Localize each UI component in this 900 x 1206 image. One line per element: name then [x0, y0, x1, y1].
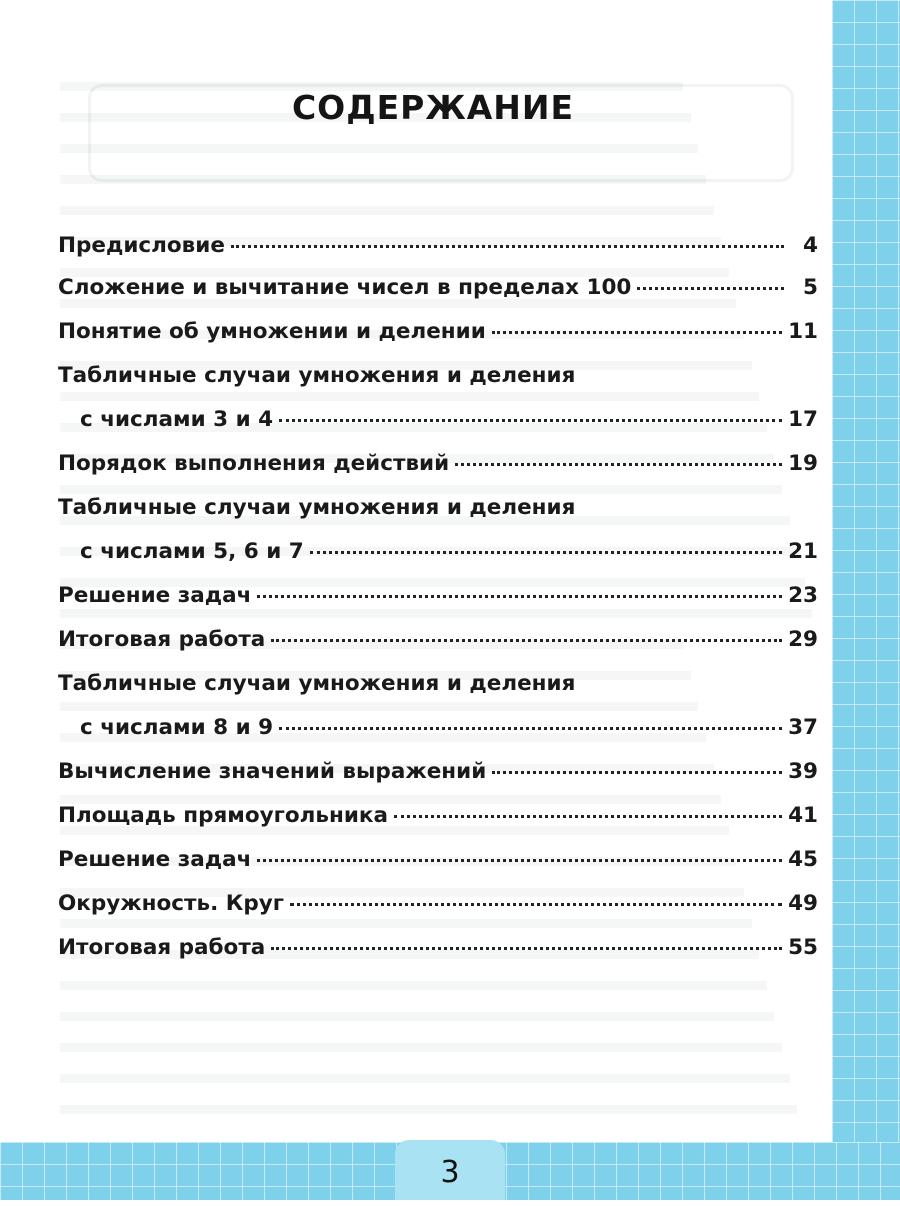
dot-leader — [637, 287, 784, 290]
toc-entry — [58, 354, 818, 442]
toc-entry-page: 49 — [788, 891, 818, 916]
toc-entry-title: Порядок выполнения действий — [58, 451, 450, 476]
toc-entry-page: 5 — [803, 275, 818, 300]
toc-entry-title: Решение задач — [58, 847, 252, 872]
page-title: СОДЕРЖАНИЕ — [291, 88, 575, 127]
toc-entry-line — [58, 226, 818, 266]
bleed-through-line — [60, 184, 714, 215]
dot-leader — [257, 859, 782, 862]
bleed-through-line — [60, 1083, 797, 1114]
toc-entry-page: 39 — [788, 759, 818, 784]
toc-entry-page: 55 — [788, 935, 818, 960]
toc-entry-title: Понятие об умножении и делении — [58, 319, 486, 344]
dot-leader — [290, 903, 782, 906]
toc-entry-title: Табличные случаи умножения и деления — [58, 495, 576, 520]
toc-entry-title: Сложение и вычитание чисел в пределах 100 — [58, 275, 632, 300]
toc-entry-subtitle: с числами 5, 6 и 7 — [80, 539, 304, 564]
toc-entry-subtitle: с числами 3 и 4 — [80, 407, 274, 432]
toc-entry — [58, 882, 818, 926]
dot-leader — [231, 245, 784, 248]
dot-leader — [271, 947, 782, 950]
toc-entry-title: Площадь прямоугольника — [58, 803, 389, 828]
toc-entry-title: Решение задач — [58, 583, 252, 608]
bleed-through-line — [60, 1021, 782, 1052]
toc-entry-subline — [58, 706, 818, 750]
dot-leader — [257, 595, 782, 598]
page-number: 3 — [440, 1155, 460, 1190]
toc-entry-page: 17 — [788, 407, 818, 432]
toc-entry — [58, 442, 818, 486]
toc-entry-line — [58, 574, 818, 618]
grid-frame-right — [832, 0, 900, 1200]
dot-leader — [271, 639, 782, 642]
toc-entry-line — [58, 310, 818, 354]
toc-entry-line — [58, 354, 818, 398]
toc-entry-page: 29 — [788, 627, 818, 652]
toc-entry — [58, 486, 818, 574]
toc-entry-page: 21 — [788, 539, 818, 564]
bleed-through-line — [60, 990, 774, 1021]
toc-entry-subtitle: с числами 8 и 9 — [80, 715, 274, 740]
toc-entry-title: Табличные случаи умножения и деления — [58, 671, 576, 696]
toc-entry — [58, 662, 818, 750]
toc-entry-title: Итоговая работа — [58, 935, 266, 960]
toc-entry-subline — [58, 398, 818, 442]
toc-entry-line — [58, 794, 818, 838]
toc-entry-line — [58, 926, 818, 970]
toc-entry-line — [58, 442, 818, 486]
toc-entry-page: 19 — [788, 451, 818, 476]
dot-leader — [492, 331, 782, 334]
toc-entry-line — [58, 838, 818, 882]
toc-entry-line — [58, 662, 818, 706]
page-number-tab — [395, 1140, 505, 1200]
dot-leader — [279, 727, 782, 730]
toc-entry — [58, 310, 818, 354]
toc-entry-line — [58, 618, 818, 662]
toc-entry-page: 45 — [788, 847, 818, 872]
toc-entry-title: Итоговая работа — [58, 627, 266, 652]
toc-entry — [58, 226, 818, 266]
dot-leader — [394, 815, 782, 818]
toc-entry-line — [58, 266, 818, 310]
dot-leader — [310, 551, 782, 554]
toc-entry — [58, 838, 818, 882]
toc-entry — [58, 794, 818, 838]
toc-entry-page: 41 — [788, 803, 818, 828]
toc-entry — [58, 266, 818, 310]
toc-entry — [58, 750, 818, 794]
toc-entry-page: 11 — [788, 319, 818, 344]
toc-entry — [58, 926, 818, 970]
toc-entry-title: Окружность. Круг — [58, 891, 284, 916]
table-of-contents — [58, 226, 818, 970]
toc-entry-title: Табличные случаи умножения и деления — [58, 363, 576, 388]
dot-leader — [492, 771, 782, 774]
toc-entry — [58, 574, 818, 618]
toc-entry-line — [58, 486, 818, 530]
toc-entry-line — [58, 882, 818, 926]
toc-entry-title: Предисловие — [58, 233, 225, 258]
toc-entry-page: 37 — [788, 715, 818, 740]
toc-entry — [58, 618, 818, 662]
toc-entry-title: Вычисление значений выражений — [58, 759, 487, 784]
dot-leader — [279, 419, 782, 422]
toc-entry-page: 4 — [803, 233, 818, 258]
toc-entry-subline — [58, 530, 818, 574]
bleed-through-line — [60, 1052, 790, 1083]
toc-entry-page: 23 — [788, 583, 818, 608]
dot-leader — [455, 463, 782, 466]
toc-entry-line — [58, 750, 818, 794]
